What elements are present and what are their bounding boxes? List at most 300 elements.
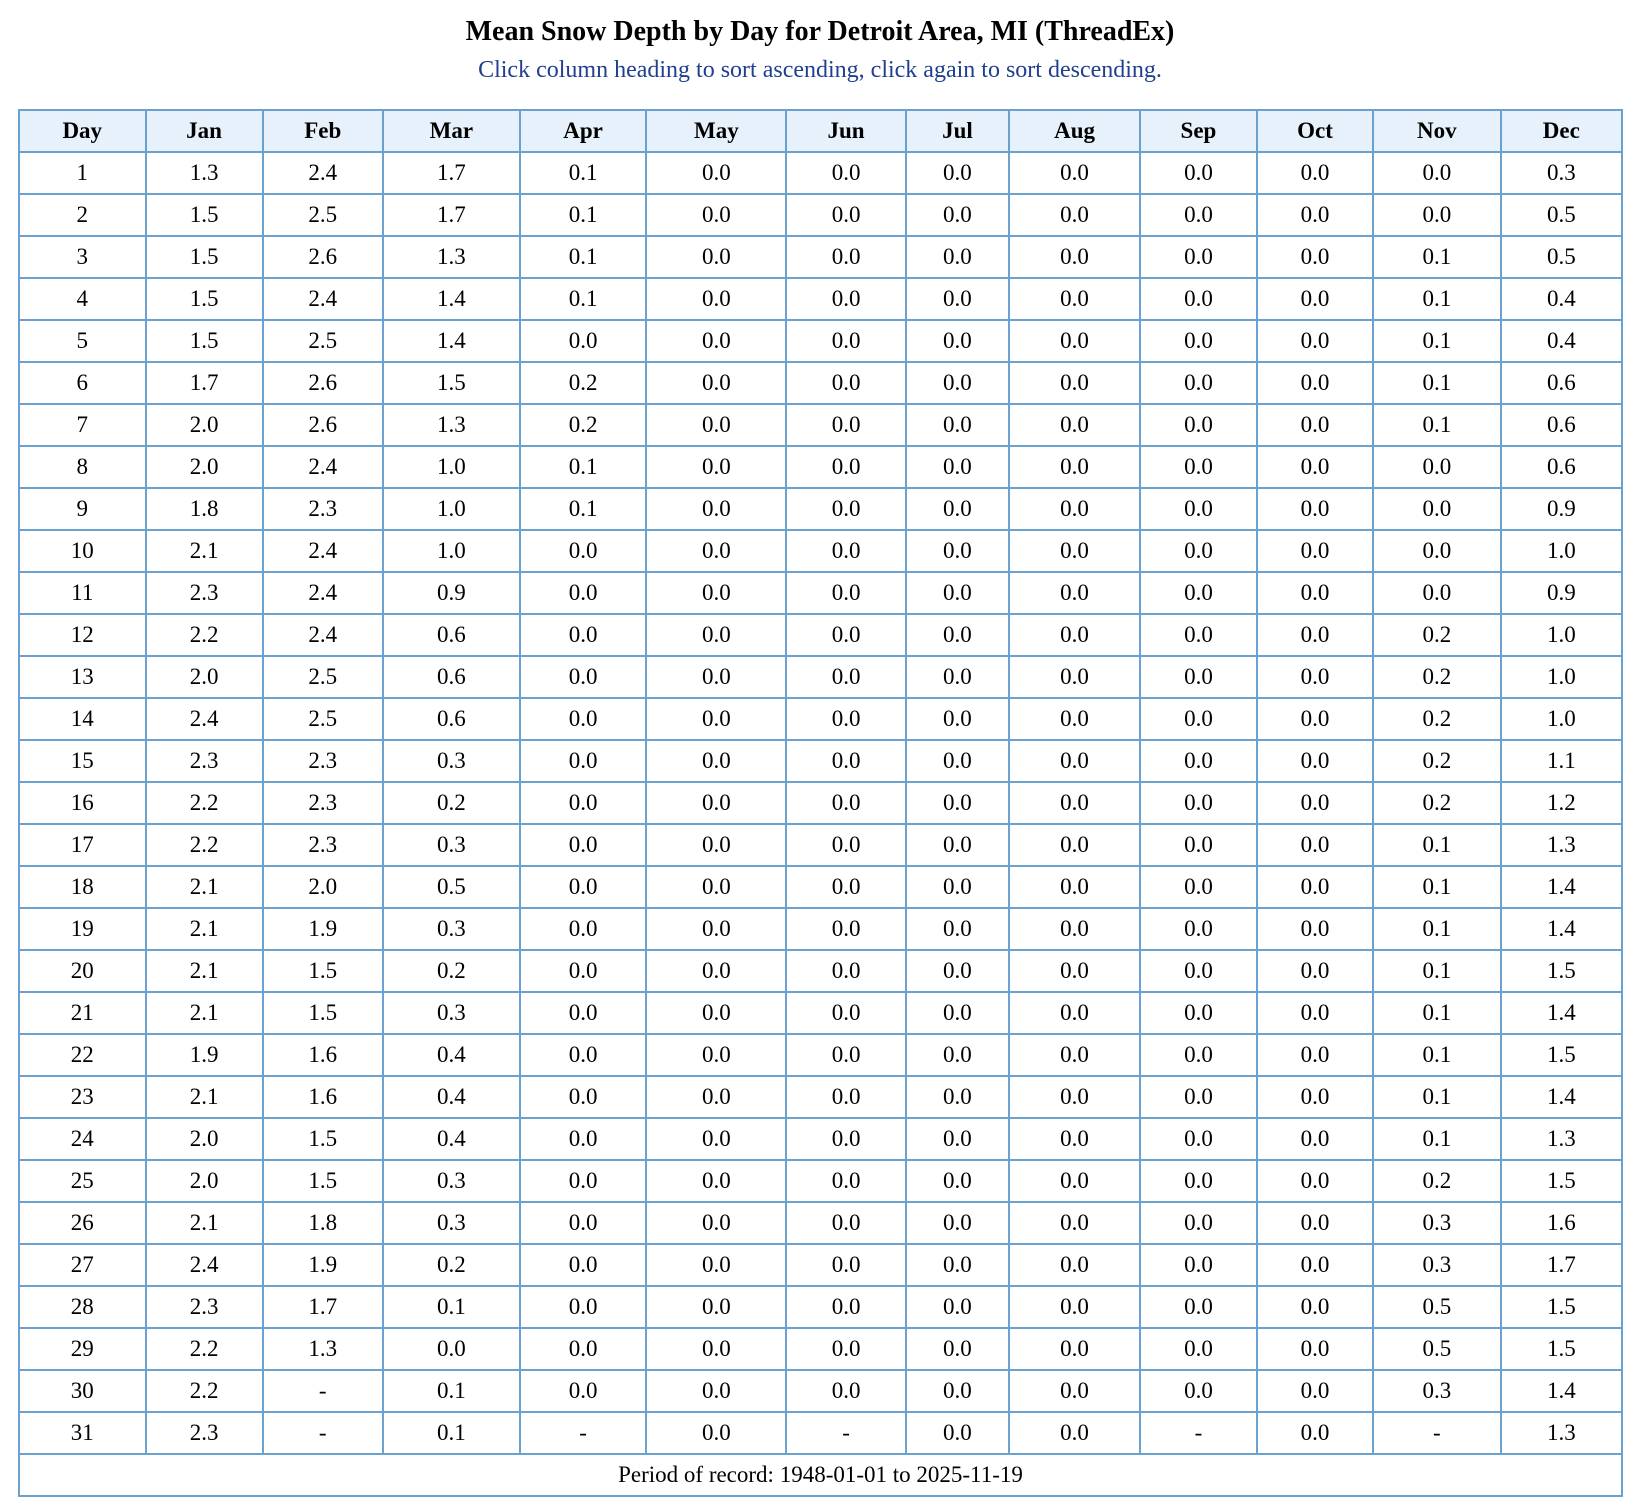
value-cell-aug: 0.0	[1009, 1412, 1140, 1454]
value-cell-apr: 0.1	[520, 194, 647, 236]
value-cell-jan: 2.2	[146, 1370, 263, 1412]
value-cell-feb: 2.3	[263, 740, 383, 782]
value-cell-nov: 0.1	[1373, 908, 1501, 950]
value-cell-oct: 0.0	[1257, 866, 1373, 908]
value-cell-sep: 0.0	[1140, 1202, 1257, 1244]
value-cell-dec: 1.4	[1501, 992, 1622, 1034]
value-cell-apr: 0.0	[520, 320, 647, 362]
value-cell-dec: 1.4	[1501, 908, 1622, 950]
value-cell-mar: 0.4	[383, 1076, 520, 1118]
value-cell-mar: 0.2	[383, 1244, 520, 1286]
day-cell: 6	[19, 362, 146, 404]
value-cell-mar: 0.1	[383, 1370, 520, 1412]
table-row	[19, 824, 1622, 866]
value-cell-apr: 0.1	[520, 278, 647, 320]
value-cell-mar: 0.4	[383, 1118, 520, 1160]
value-cell-mar: 1.7	[383, 194, 520, 236]
value-cell-feb: 1.9	[263, 908, 383, 950]
value-cell-nov: 0.1	[1373, 1118, 1501, 1160]
value-cell-aug: 0.0	[1009, 950, 1140, 992]
value-cell-jul: 0.0	[906, 1034, 1010, 1076]
day-cell: 30	[19, 1370, 146, 1412]
value-cell-may: 0.0	[646, 1076, 786, 1118]
table-row	[19, 236, 1622, 278]
day-cell: 17	[19, 824, 146, 866]
value-cell-jun: 0.0	[786, 1034, 905, 1076]
value-cell-jun: 0.0	[786, 320, 905, 362]
table-row	[19, 572, 1622, 614]
value-cell-sep: 0.0	[1140, 866, 1257, 908]
value-cell-nov: 0.0	[1373, 446, 1501, 488]
value-cell-oct: 0.0	[1257, 1244, 1373, 1286]
table-row	[19, 908, 1622, 950]
value-cell-dec: 1.6	[1501, 1202, 1622, 1244]
value-cell-may: 0.0	[646, 236, 786, 278]
value-cell-apr: 0.0	[520, 1160, 647, 1202]
value-cell-dec: 1.0	[1501, 698, 1622, 740]
value-cell-dec: 1.0	[1501, 614, 1622, 656]
value-cell-jan: 1.5	[146, 278, 263, 320]
value-cell-sep: 0.0	[1140, 278, 1257, 320]
day-cell: 31	[19, 1412, 146, 1454]
value-cell-sep: 0.0	[1140, 740, 1257, 782]
value-cell-mar: 1.0	[383, 446, 520, 488]
day-cell: 18	[19, 866, 146, 908]
column-heading-day[interactable]: Day	[19, 110, 146, 152]
value-cell-dec: 1.2	[1501, 782, 1622, 824]
value-cell-apr: 0.0	[520, 1244, 647, 1286]
value-cell-aug: 0.0	[1009, 236, 1140, 278]
value-cell-jul: 0.0	[906, 236, 1010, 278]
value-cell-dec: 1.5	[1501, 1034, 1622, 1076]
value-cell-dec: 0.5	[1501, 236, 1622, 278]
value-cell-dec: 1.0	[1501, 530, 1622, 572]
value-cell-feb: 2.3	[263, 824, 383, 866]
value-cell-jul: 0.0	[906, 1076, 1010, 1118]
value-cell-may: 0.0	[646, 572, 786, 614]
value-cell-sep: 0.0	[1140, 656, 1257, 698]
column-heading-feb[interactable]: Feb	[263, 110, 383, 152]
value-cell-nov: 0.2	[1373, 656, 1501, 698]
value-cell-oct: 0.0	[1257, 446, 1373, 488]
column-heading-jul[interactable]: Jul	[906, 110, 1010, 152]
value-cell-mar: 1.0	[383, 530, 520, 572]
value-cell-jul: 0.0	[906, 572, 1010, 614]
value-cell-sep: 0.0	[1140, 1286, 1257, 1328]
value-cell-mar: 0.3	[383, 992, 520, 1034]
value-cell-apr: 0.0	[520, 1202, 647, 1244]
table-row	[19, 740, 1622, 782]
value-cell-mar: 1.3	[383, 404, 520, 446]
day-cell: 24	[19, 1118, 146, 1160]
value-cell-nov: 0.1	[1373, 1076, 1501, 1118]
value-cell-apr: 0.1	[520, 488, 647, 530]
value-cell-may: 0.0	[646, 1118, 786, 1160]
value-cell-feb: -	[263, 1370, 383, 1412]
value-cell-jan: 2.1	[146, 992, 263, 1034]
value-cell-jan: 2.3	[146, 1412, 263, 1454]
value-cell-mar: 0.5	[383, 866, 520, 908]
value-cell-may: 0.0	[646, 992, 786, 1034]
column-heading-nov[interactable]: Nov	[1373, 110, 1501, 152]
table-row	[19, 1412, 1622, 1454]
value-cell-jul: 0.0	[906, 530, 1010, 572]
value-cell-jul: 0.0	[906, 614, 1010, 656]
value-cell-may: 0.0	[646, 404, 786, 446]
value-cell-jun: 0.0	[786, 530, 905, 572]
value-cell-jan: 2.0	[146, 446, 263, 488]
value-cell-mar: 0.3	[383, 740, 520, 782]
value-cell-mar: 0.3	[383, 824, 520, 866]
value-cell-nov: 0.2	[1373, 614, 1501, 656]
value-cell-mar: 0.2	[383, 782, 520, 824]
value-cell-nov: 0.1	[1373, 824, 1501, 866]
value-cell-oct: 0.0	[1257, 488, 1373, 530]
value-cell-jan: 1.5	[146, 320, 263, 362]
value-cell-dec: 1.5	[1501, 950, 1622, 992]
value-cell-jun: 0.0	[786, 614, 905, 656]
table-row	[19, 1202, 1622, 1244]
value-cell-jun: 0.0	[786, 1076, 905, 1118]
value-cell-oct: 0.0	[1257, 656, 1373, 698]
value-cell-nov: 0.1	[1373, 404, 1501, 446]
value-cell-mar: 1.0	[383, 488, 520, 530]
value-cell-aug: 0.0	[1009, 1328, 1140, 1370]
value-cell-oct: 0.0	[1257, 404, 1373, 446]
column-heading-sep[interactable]: Sep	[1140, 110, 1257, 152]
value-cell-aug: 0.0	[1009, 320, 1140, 362]
value-cell-jan: 2.2	[146, 824, 263, 866]
value-cell-may: 0.0	[646, 530, 786, 572]
value-cell-apr: 0.0	[520, 1118, 647, 1160]
value-cell-dec: 1.3	[1501, 1118, 1622, 1160]
value-cell-jan: 1.5	[146, 194, 263, 236]
value-cell-jun: 0.0	[786, 404, 905, 446]
value-cell-nov: 0.5	[1373, 1328, 1501, 1370]
day-cell: 22	[19, 1034, 146, 1076]
value-cell-feb: 1.6	[263, 1034, 383, 1076]
value-cell-sep: 0.0	[1140, 992, 1257, 1034]
column-heading-oct[interactable]: Oct	[1257, 110, 1373, 152]
value-cell-oct: 0.0	[1257, 1370, 1373, 1412]
day-cell: 1	[19, 152, 146, 194]
value-cell-sep: 0.0	[1140, 1328, 1257, 1370]
value-cell-jan: 2.2	[146, 782, 263, 824]
table-row	[19, 992, 1622, 1034]
table-row	[19, 698, 1622, 740]
value-cell-jan: 2.2	[146, 1328, 263, 1370]
table-row	[19, 404, 1622, 446]
value-cell-jun: 0.0	[786, 866, 905, 908]
value-cell-may: 0.0	[646, 152, 786, 194]
value-cell-aug: 0.0	[1009, 1286, 1140, 1328]
value-cell-nov: 0.1	[1373, 992, 1501, 1034]
column-heading-aug[interactable]: Aug	[1009, 110, 1140, 152]
value-cell-jul: 0.0	[906, 1412, 1010, 1454]
value-cell-apr: 0.0	[520, 698, 647, 740]
value-cell-jul: 0.0	[906, 1244, 1010, 1286]
value-cell-sep: 0.0	[1140, 152, 1257, 194]
value-cell-jul: 0.0	[906, 950, 1010, 992]
value-cell-sep: 0.0	[1140, 614, 1257, 656]
value-cell-apr: 0.0	[520, 992, 647, 1034]
value-cell-aug: 0.0	[1009, 1118, 1140, 1160]
value-cell-oct: 0.0	[1257, 530, 1373, 572]
value-cell-may: 0.0	[646, 446, 786, 488]
value-cell-dec: 0.5	[1501, 194, 1622, 236]
value-cell-dec: 1.1	[1501, 740, 1622, 782]
value-cell-dec: 0.6	[1501, 446, 1622, 488]
value-cell-sep: 0.0	[1140, 572, 1257, 614]
value-cell-dec: 0.6	[1501, 362, 1622, 404]
value-cell-feb: 2.0	[263, 866, 383, 908]
day-cell: 20	[19, 950, 146, 992]
value-cell-feb: 2.6	[263, 236, 383, 278]
value-cell-apr: 0.0	[520, 950, 647, 992]
value-cell-jul: 0.0	[906, 992, 1010, 1034]
value-cell-jan: 2.2	[146, 614, 263, 656]
value-cell-oct: 0.0	[1257, 1076, 1373, 1118]
value-cell-mar: 0.1	[383, 1412, 520, 1454]
table-row	[19, 488, 1622, 530]
value-cell-aug: 0.0	[1009, 530, 1140, 572]
value-cell-feb: 2.3	[263, 782, 383, 824]
value-cell-nov: 0.0	[1373, 572, 1501, 614]
value-cell-feb: 2.4	[263, 278, 383, 320]
column-heading-may[interactable]: May	[646, 110, 786, 152]
value-cell-jan: 1.3	[146, 152, 263, 194]
value-cell-apr: 0.0	[520, 740, 647, 782]
value-cell-jul: 0.0	[906, 1118, 1010, 1160]
value-cell-apr: 0.0	[520, 614, 647, 656]
table-row	[19, 152, 1622, 194]
value-cell-aug: 0.0	[1009, 698, 1140, 740]
value-cell-jun: 0.0	[786, 740, 905, 782]
value-cell-aug: 0.0	[1009, 1244, 1140, 1286]
value-cell-sep: -	[1140, 1412, 1257, 1454]
value-cell-jul: 0.0	[906, 1328, 1010, 1370]
day-cell: 15	[19, 740, 146, 782]
table-row	[19, 194, 1622, 236]
value-cell-mar: 0.4	[383, 1034, 520, 1076]
value-cell-feb: 1.5	[263, 1118, 383, 1160]
value-cell-oct: 0.0	[1257, 1328, 1373, 1370]
value-cell-jan: 1.9	[146, 1034, 263, 1076]
value-cell-feb: 1.9	[263, 1244, 383, 1286]
value-cell-apr: -	[520, 1412, 647, 1454]
value-cell-oct: 0.0	[1257, 950, 1373, 992]
value-cell-jul: 0.0	[906, 194, 1010, 236]
table-row	[19, 1370, 1622, 1412]
value-cell-mar: 1.3	[383, 236, 520, 278]
value-cell-dec: 1.5	[1501, 1328, 1622, 1370]
value-cell-sep: 0.0	[1140, 824, 1257, 866]
value-cell-jul: 0.0	[906, 404, 1010, 446]
value-cell-mar: 0.6	[383, 698, 520, 740]
value-cell-feb: 2.5	[263, 194, 383, 236]
day-cell: 5	[19, 320, 146, 362]
column-heading-jun[interactable]: Jun	[786, 110, 905, 152]
value-cell-aug: 0.0	[1009, 740, 1140, 782]
value-cell-apr: 0.0	[520, 824, 647, 866]
table-row	[19, 614, 1622, 656]
value-cell-may: 0.0	[646, 824, 786, 866]
value-cell-feb: 1.6	[263, 1076, 383, 1118]
value-cell-sep: 0.0	[1140, 320, 1257, 362]
value-cell-jul: 0.0	[906, 866, 1010, 908]
table-row	[19, 530, 1622, 572]
day-cell: 28	[19, 1286, 146, 1328]
value-cell-sep: 0.0	[1140, 1160, 1257, 1202]
value-cell-feb: 2.6	[263, 404, 383, 446]
value-cell-jul: 0.0	[906, 1160, 1010, 1202]
value-cell-feb: 2.4	[263, 446, 383, 488]
value-cell-dec: 0.9	[1501, 572, 1622, 614]
day-cell: 3	[19, 236, 146, 278]
column-heading-jan[interactable]: Jan	[146, 110, 263, 152]
value-cell-may: 0.0	[646, 1244, 786, 1286]
day-cell: 25	[19, 1160, 146, 1202]
value-cell-dec: 1.4	[1501, 1076, 1622, 1118]
value-cell-feb: -	[263, 1412, 383, 1454]
value-cell-jun: 0.0	[786, 656, 905, 698]
value-cell-oct: 0.0	[1257, 698, 1373, 740]
value-cell-dec: 0.3	[1501, 152, 1622, 194]
value-cell-jun: 0.0	[786, 1370, 905, 1412]
value-cell-may: 0.0	[646, 320, 786, 362]
value-cell-mar: 0.3	[383, 1202, 520, 1244]
value-cell-jul: 0.0	[906, 152, 1010, 194]
value-cell-mar: 1.4	[383, 278, 520, 320]
value-cell-apr: 0.0	[520, 1328, 647, 1370]
value-cell-jun: 0.0	[786, 572, 905, 614]
value-cell-mar: 0.9	[383, 572, 520, 614]
value-cell-oct: 0.0	[1257, 1202, 1373, 1244]
value-cell-nov: 0.0	[1373, 194, 1501, 236]
column-heading-dec[interactable]: Dec	[1501, 110, 1622, 152]
value-cell-dec: 1.5	[1501, 1160, 1622, 1202]
value-cell-apr: 0.0	[520, 782, 647, 824]
value-cell-oct: 0.0	[1257, 614, 1373, 656]
value-cell-jul: 0.0	[906, 320, 1010, 362]
value-cell-aug: 0.0	[1009, 1370, 1140, 1412]
value-cell-apr: 0.0	[520, 530, 647, 572]
table-row	[19, 656, 1622, 698]
value-cell-apr: 0.0	[520, 656, 647, 698]
value-cell-may: 0.0	[646, 194, 786, 236]
value-cell-dec: 0.4	[1501, 278, 1622, 320]
value-cell-aug: 0.0	[1009, 614, 1140, 656]
value-cell-dec: 1.4	[1501, 1370, 1622, 1412]
table-row	[19, 1076, 1622, 1118]
value-cell-may: 0.0	[646, 866, 786, 908]
value-cell-may: 0.0	[646, 1286, 786, 1328]
value-cell-mar: 0.1	[383, 1286, 520, 1328]
value-cell-jun: 0.0	[786, 152, 905, 194]
value-cell-sep: 0.0	[1140, 236, 1257, 278]
day-cell: 19	[19, 908, 146, 950]
table-row	[19, 278, 1622, 320]
value-cell-jun: 0.0	[786, 782, 905, 824]
sort-instructions: Click column heading to sort ascending, click again to sort descending.	[478, 57, 1162, 83]
value-cell-dec: 1.3	[1501, 824, 1622, 866]
value-cell-nov: 0.2	[1373, 740, 1501, 782]
value-cell-aug: 0.0	[1009, 488, 1140, 530]
value-cell-feb: 2.5	[263, 320, 383, 362]
value-cell-sep: 0.0	[1140, 446, 1257, 488]
value-cell-jun: 0.0	[786, 236, 905, 278]
value-cell-may: 0.0	[646, 656, 786, 698]
value-cell-jan: 2.3	[146, 1286, 263, 1328]
table-row	[19, 950, 1622, 992]
value-cell-oct: 0.0	[1257, 236, 1373, 278]
value-cell-nov: 0.3	[1373, 1202, 1501, 1244]
value-cell-sep: 0.0	[1140, 908, 1257, 950]
value-cell-jan: 2.4	[146, 1244, 263, 1286]
value-cell-jun: 0.0	[786, 698, 905, 740]
day-cell: 8	[19, 446, 146, 488]
value-cell-oct: 0.0	[1257, 824, 1373, 866]
value-cell-jul: 0.0	[906, 656, 1010, 698]
value-cell-aug: 0.0	[1009, 446, 1140, 488]
value-cell-jul: 0.0	[906, 782, 1010, 824]
day-cell: 21	[19, 992, 146, 1034]
value-cell-feb: 2.6	[263, 362, 383, 404]
value-cell-mar: 1.7	[383, 152, 520, 194]
value-cell-apr: 0.0	[520, 572, 647, 614]
column-heading-apr[interactable]: Apr	[520, 110, 647, 152]
value-cell-oct: 0.0	[1257, 194, 1373, 236]
footer-row	[19, 1454, 1622, 1496]
value-cell-aug: 0.0	[1009, 362, 1140, 404]
value-cell-jan: 2.4	[146, 698, 263, 740]
value-cell-mar: 0.3	[383, 1160, 520, 1202]
value-cell-sep: 0.0	[1140, 950, 1257, 992]
value-cell-aug: 0.0	[1009, 572, 1140, 614]
value-cell-nov: 0.1	[1373, 866, 1501, 908]
value-cell-aug: 0.0	[1009, 992, 1140, 1034]
value-cell-jan: 2.3	[146, 740, 263, 782]
column-heading-mar[interactable]: Mar	[383, 110, 520, 152]
value-cell-feb: 1.8	[263, 1202, 383, 1244]
value-cell-apr: 0.1	[520, 152, 647, 194]
page-title: Mean Snow Depth by Day for Detroit Area, MI (ThreadEx)	[465, 16, 1175, 47]
value-cell-may: 0.0	[646, 614, 786, 656]
value-cell-nov: 0.1	[1373, 278, 1501, 320]
value-cell-jun: 0.0	[786, 1118, 905, 1160]
value-cell-mar: 1.5	[383, 362, 520, 404]
value-cell-mar: 0.2	[383, 950, 520, 992]
value-cell-jun: 0.0	[786, 1202, 905, 1244]
value-cell-dec: 0.4	[1501, 320, 1622, 362]
value-cell-feb: 2.4	[263, 614, 383, 656]
value-cell-oct: 0.0	[1257, 908, 1373, 950]
value-cell-jan: 2.3	[146, 572, 263, 614]
value-cell-jun: 0.0	[786, 1244, 905, 1286]
day-cell: 16	[19, 782, 146, 824]
value-cell-apr: 0.0	[520, 1076, 647, 1118]
day-cell: 26	[19, 1202, 146, 1244]
value-cell-apr: 0.1	[520, 236, 647, 278]
value-cell-nov: 0.1	[1373, 950, 1501, 992]
value-cell-jul: 0.0	[906, 278, 1010, 320]
table-row	[19, 1118, 1622, 1160]
value-cell-feb: 1.7	[263, 1286, 383, 1328]
value-cell-nov: 0.2	[1373, 1160, 1501, 1202]
value-cell-jul: 0.0	[906, 824, 1010, 866]
value-cell-aug: 0.0	[1009, 404, 1140, 446]
value-cell-nov: 0.2	[1373, 782, 1501, 824]
